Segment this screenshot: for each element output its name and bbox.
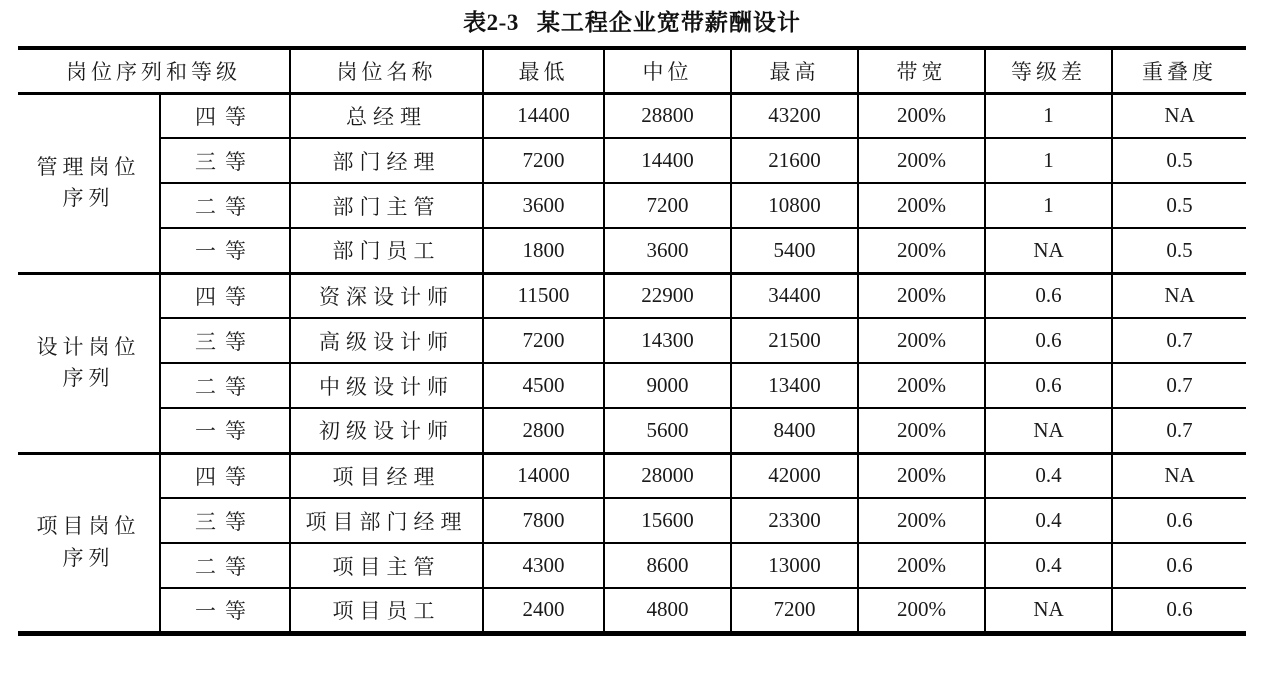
bandwidth-cell: 200% xyxy=(858,183,985,228)
position-cell: 部门员工 xyxy=(290,228,483,273)
mid-cell: 3600 xyxy=(604,228,731,273)
table-row xyxy=(18,183,1246,228)
position-cell: 项目员工 xyxy=(290,588,483,633)
overlap-cell: 0.6 xyxy=(1112,588,1246,633)
max-cell: 13000 xyxy=(731,543,858,588)
position-cell: 部门经理 xyxy=(290,138,483,183)
grade-cell: 二等 xyxy=(160,183,290,228)
group-name-line2: 序列 xyxy=(62,186,115,210)
max-cell: 8400 xyxy=(731,408,858,453)
min-cell: 7800 xyxy=(483,498,604,543)
grade-cell: 四等 xyxy=(160,273,290,318)
max-cell: 21600 xyxy=(731,138,858,183)
bandwidth-cell: 200% xyxy=(858,93,985,138)
table-row xyxy=(18,498,1246,543)
bandwidth-cell: 200% xyxy=(858,543,985,588)
table-row xyxy=(18,138,1246,183)
table-caption xyxy=(18,7,1246,39)
grade-diff-cell: 1 xyxy=(985,93,1112,138)
mid-cell: 28800 xyxy=(604,93,731,138)
grade-cell: 三等 xyxy=(160,498,290,543)
grade-diff-cell: 0.6 xyxy=(985,363,1112,408)
min-cell: 7200 xyxy=(483,138,604,183)
header-mid: 中位 xyxy=(604,48,731,93)
grade-cell: 二等 xyxy=(160,543,290,588)
bandwidth-cell: 200% xyxy=(858,498,985,543)
table-row xyxy=(18,588,1246,633)
min-cell: 4300 xyxy=(483,543,604,588)
max-cell: 23300 xyxy=(731,498,858,543)
bandwidth-cell: 200% xyxy=(858,453,985,498)
table-row xyxy=(18,318,1246,363)
table-row xyxy=(18,93,1246,138)
header-overlap: 重叠度 xyxy=(1112,48,1246,93)
page-title: 某工程企业宽带薪酬设计 xyxy=(536,10,801,35)
grade-diff-cell: NA xyxy=(985,588,1112,633)
grade-diff-cell: 1 xyxy=(985,138,1112,183)
header-min: 最低 xyxy=(483,48,604,93)
overlap-cell: 0.7 xyxy=(1112,318,1246,363)
mid-cell: 14400 xyxy=(604,138,731,183)
grade-cell: 四等 xyxy=(160,93,290,138)
grade-cell: 三等 xyxy=(160,318,290,363)
position-cell: 初级设计师 xyxy=(290,408,483,453)
position-cell: 项目主管 xyxy=(290,543,483,588)
min-cell: 14400 xyxy=(483,93,604,138)
position-cell: 部门主管 xyxy=(290,183,483,228)
group-name-cell xyxy=(18,453,160,633)
min-cell: 2400 xyxy=(483,588,604,633)
max-cell: 21500 xyxy=(731,318,858,363)
table-number: 表2-3 xyxy=(463,10,519,35)
grade-diff-cell: NA xyxy=(985,228,1112,273)
table-row xyxy=(18,363,1246,408)
group-name-line1: 管理岗位 xyxy=(36,154,141,179)
max-cell: 13400 xyxy=(731,363,858,408)
header-row xyxy=(18,48,1246,93)
grade-cell: 四等 xyxy=(160,453,290,498)
header-bandwidth: 带宽 xyxy=(858,48,985,93)
overlap-cell: 0.7 xyxy=(1112,363,1246,408)
max-cell: 42000 xyxy=(731,453,858,498)
max-cell: 5400 xyxy=(731,228,858,273)
min-cell: 7200 xyxy=(483,318,604,363)
bandwidth-cell: 200% xyxy=(858,228,985,273)
table-row xyxy=(18,228,1246,273)
position-cell: 资深设计师 xyxy=(290,273,483,318)
bandwidth-cell: 200% xyxy=(858,408,985,453)
overlap-cell: 0.5 xyxy=(1112,138,1246,183)
table-row xyxy=(18,453,1246,498)
min-cell: 2800 xyxy=(483,408,604,453)
position-cell: 总经理 xyxy=(290,93,483,138)
mid-cell: 8600 xyxy=(604,543,731,588)
grade-cell: 二等 xyxy=(160,363,290,408)
group-name-cell xyxy=(18,273,160,453)
mid-cell: 5600 xyxy=(604,408,731,453)
grade-diff-cell: 0.6 xyxy=(985,318,1112,363)
grade-cell: 一等 xyxy=(160,408,290,453)
mid-cell: 7200 xyxy=(604,183,731,228)
max-cell: 43200 xyxy=(731,93,858,138)
overlap-cell: NA xyxy=(1112,93,1246,138)
overlap-cell: 0.6 xyxy=(1112,498,1246,543)
overlap-cell: NA xyxy=(1112,453,1246,498)
bandwidth-cell: 200% xyxy=(858,318,985,363)
group-name-line2: 序列 xyxy=(62,545,115,570)
min-cell: 11500 xyxy=(483,273,604,318)
max-cell: 10800 xyxy=(731,183,858,228)
mid-cell: 4800 xyxy=(604,588,731,633)
table-row xyxy=(18,408,1246,453)
overlap-cell: NA xyxy=(1112,273,1246,318)
header-sequence-grade: 岗位序列和等级 xyxy=(18,48,290,93)
header-max: 最高 xyxy=(731,48,858,93)
group-name-line1: 项目岗位 xyxy=(36,514,141,538)
bandwidth-cell: 200% xyxy=(858,138,985,183)
group-name-cell xyxy=(18,93,160,273)
mid-cell: 15600 xyxy=(604,498,731,543)
mid-cell: 28000 xyxy=(604,453,731,498)
grade-diff-cell: NA xyxy=(985,408,1112,453)
group-name-line2: 序列 xyxy=(62,366,115,390)
min-cell: 1800 xyxy=(483,228,604,273)
position-cell: 高级设计师 xyxy=(290,318,483,363)
header-grade-diff: 等级差 xyxy=(985,48,1112,93)
grade-diff-cell: 0.6 xyxy=(985,273,1112,318)
overlap-cell: 0.6 xyxy=(1112,543,1246,588)
grade-cell: 一等 xyxy=(160,588,290,633)
salary-table xyxy=(18,46,1246,636)
mid-cell: 14300 xyxy=(604,318,731,363)
min-cell: 14000 xyxy=(483,453,604,498)
position-cell: 项目经理 xyxy=(290,453,483,498)
table-row xyxy=(18,543,1246,588)
overlap-cell: 0.5 xyxy=(1112,228,1246,273)
mid-cell: 9000 xyxy=(604,363,731,408)
max-cell: 7200 xyxy=(731,588,858,633)
grade-diff-cell: 0.4 xyxy=(985,453,1112,498)
grade-cell: 三等 xyxy=(160,138,290,183)
overlap-cell: 0.7 xyxy=(1112,408,1246,453)
min-cell: 4500 xyxy=(483,363,604,408)
bandwidth-cell: 200% xyxy=(858,363,985,408)
mid-cell: 22900 xyxy=(604,273,731,318)
grade-diff-cell: 0.4 xyxy=(985,543,1112,588)
position-cell: 项目部门经理 xyxy=(290,498,483,543)
grade-cell: 一等 xyxy=(160,228,290,273)
min-cell: 3600 xyxy=(483,183,604,228)
max-cell: 34400 xyxy=(731,273,858,318)
position-cell: 中级设计师 xyxy=(290,363,483,408)
bandwidth-cell: 200% xyxy=(858,273,985,318)
grade-diff-cell: 0.4 xyxy=(985,498,1112,543)
header-position-name: 岗位名称 xyxy=(290,48,483,93)
group-name-line1: 设计岗位 xyxy=(36,334,141,359)
bandwidth-cell: 200% xyxy=(858,588,985,633)
table-row xyxy=(18,273,1246,318)
grade-diff-cell: 1 xyxy=(985,183,1112,228)
overlap-cell: 0.5 xyxy=(1112,183,1246,228)
